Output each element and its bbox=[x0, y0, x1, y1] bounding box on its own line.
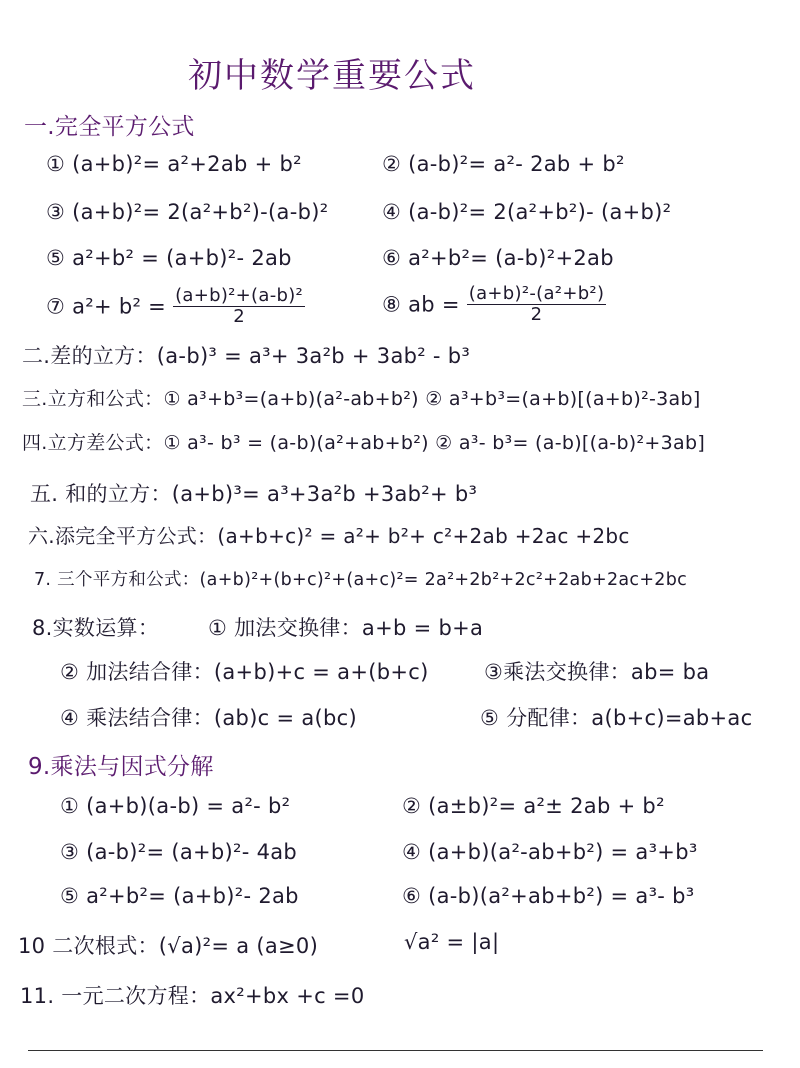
formula-9-3: ③ (a-b)²= (a+b)²- 4ab bbox=[60, 840, 298, 864]
rule-8-3: ③乘法交换律：ab= ba bbox=[484, 660, 710, 684]
formula-9-6: ⑥ (a-b)(a²+ab+b²) = a³- b³ bbox=[402, 884, 695, 908]
page-title: 初中数学重要公式 bbox=[188, 56, 476, 96]
formula-1-8 bbox=[382, 284, 606, 325]
formula-1-8-denominator: 2 bbox=[530, 304, 543, 325]
formula-9-2: ② (a±b)²= a²± 2ab + b² bbox=[402, 794, 665, 818]
section-2: 二.差的立方：(a-b)³ = a³+ 3a²b + 3ab² - b³ bbox=[22, 344, 471, 368]
rule-8-5: ⑤ 分配律：a(b+c)=ab+ac bbox=[480, 706, 753, 730]
formula-1-7-numerator: (a+b)²+(a-b)² bbox=[175, 285, 304, 306]
section-5: 五. 和的立方：(a+b)³= a³+3a²b +3ab²+ b³ bbox=[30, 482, 478, 506]
formula-1-8-left: ⑧ ab = bbox=[382, 292, 460, 317]
section-1-heading: 一.完全平方公式 bbox=[24, 114, 195, 140]
section-6: 六.添完全平方公式：(a+b+c)² = a²+ b²+ c²+2ab +2ac +2bc bbox=[28, 524, 630, 548]
section-8-heading: 8.实数运算： bbox=[32, 616, 160, 640]
section-4: 四.立方差公式：① a³- b³ = (a-b)(a²+ab+b²) ② a³- b³= (a-b)[(a-b)²+3ab] bbox=[22, 432, 706, 454]
formula-1-7-fraction bbox=[173, 286, 305, 327]
formula-1-7-left: ⑦ a²+ b² = bbox=[46, 294, 167, 319]
formula-1-2: ② (a-b)²= a²- 2ab + b² bbox=[382, 152, 625, 176]
rule-8-2: ② 加法结合律：(a+b)+c = a+(b+c) bbox=[60, 660, 429, 684]
formula-1-8-numerator: (a+b)²-(a²+b²) bbox=[468, 283, 605, 304]
formula-1-8-fraction bbox=[467, 284, 607, 325]
section-9-heading: 9.乘法与因式分解 bbox=[28, 754, 214, 780]
formula-1-5: ⑤ a²+b² = (a+b)²- 2ab bbox=[46, 246, 292, 270]
rule-8-4: ④ 乘法结合律：(ab)c = a(bc) bbox=[60, 706, 358, 730]
section-10-left: 10 二次根式：(√a)²= a (a≥0) bbox=[18, 934, 319, 958]
section-3: 三.立方和公式：① a³+b³=(a+b)(a²-ab+b²) ② a³+b³=(a+b)[(a+b)²-3ab] bbox=[22, 388, 701, 410]
formula-1-6: ⑥ a²+b²= (a-b)²+2ab bbox=[382, 246, 614, 270]
formula-9-1: ① (a+b)(a-b) = a²- b² bbox=[60, 794, 291, 818]
bottom-divider bbox=[28, 1050, 763, 1051]
formula-1-7-denominator: 2 bbox=[233, 306, 245, 327]
formula-1-3: ③ (a+b)²= 2(a²+b²)-(a-b)² bbox=[46, 200, 329, 224]
formula-9-5: ⑤ a²+b²= (a+b)²- 2ab bbox=[60, 884, 299, 908]
formula-1-1: ① (a+b)²= a²+2ab + b² bbox=[46, 152, 302, 176]
formula-1-4: ④ (a-b)²= 2(a²+b²)- (a+b)² bbox=[382, 200, 672, 224]
section-10-right: √a² = |a| bbox=[404, 930, 500, 954]
formula-1-7 bbox=[46, 286, 305, 327]
formula-9-4: ④ (a+b)(a²-ab+b²) = a³+b³ bbox=[402, 840, 698, 864]
section-7: 7. 三个平方和公式：(a+b)²+(b+c)²+(a+c)²= 2a²+2b²+2c²+2ab+2ac+2bc bbox=[34, 570, 688, 590]
rule-8-1: ① 加法交换律：a+b = b+a bbox=[208, 616, 484, 640]
section-11: 11. 一元二次方程：ax²+bx +c =0 bbox=[20, 984, 365, 1008]
